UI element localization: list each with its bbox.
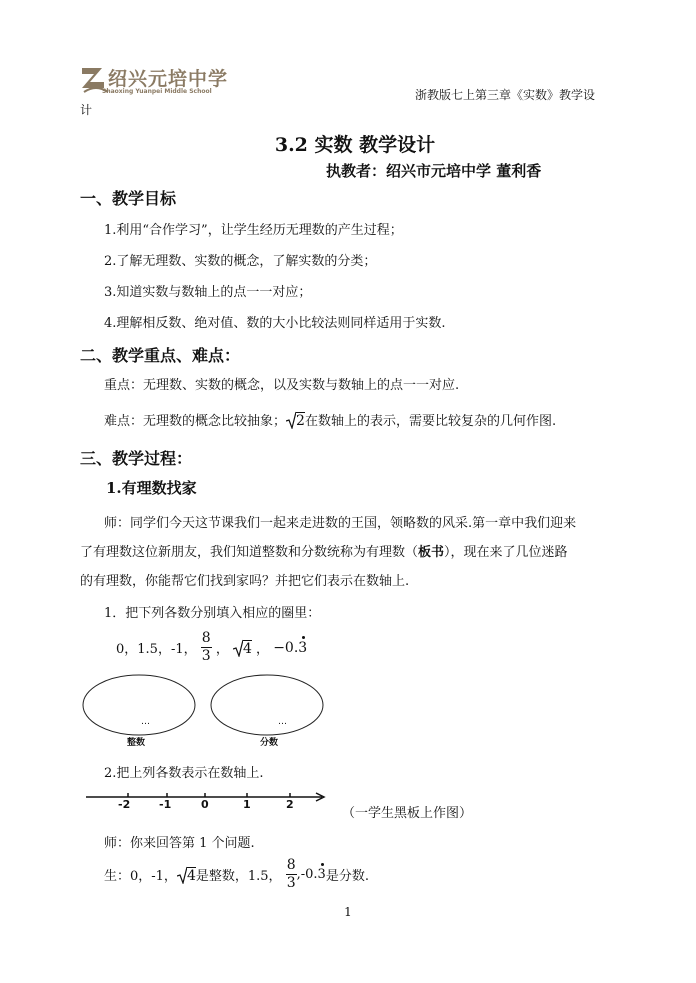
decimal-prefix: ,-0. xyxy=(296,867,318,882)
numbers-prefix: 0，1.5，-1， xyxy=(116,642,197,657)
fraction-numerator: 8 xyxy=(286,857,296,873)
difficulty-text xyxy=(104,410,556,429)
sqrt-4 xyxy=(233,639,252,657)
key-point-text: 重点：无理数、实数的概念，以及实数与数轴上的点一一对应. xyxy=(104,378,460,393)
sqrt-symbol xyxy=(233,639,243,657)
sqrt-symbol xyxy=(286,411,296,429)
tick-label: 1 xyxy=(243,798,251,811)
header-course-title-wrap: 计 xyxy=(80,103,93,117)
ellipse-dots-left: … xyxy=(141,717,150,727)
subsection-heading: 1.有理数找家 xyxy=(106,479,197,497)
objective-item: 3.知道实数与数轴上的点一一对应； xyxy=(104,285,312,300)
axis-note: （一学生黑板上作图） xyxy=(342,806,473,821)
sqrt-expression xyxy=(286,411,305,429)
difficulty-post: 在数轴上的表示，需要比较复杂的几何作图. xyxy=(304,414,557,429)
answer-text: 是整数，1.5， xyxy=(195,869,282,884)
author-line: 执教者：绍兴市元培中学 董利香 xyxy=(326,162,542,180)
section-keypoints-heading: 二、教学重点、难点： xyxy=(80,346,241,365)
integer-set-ellipse xyxy=(83,675,195,735)
fraction-8-3 xyxy=(201,630,212,665)
task-1-prompt: 1．把下列各数分别填入相应的圈里： xyxy=(104,606,321,621)
ellipse-dots-right: … xyxy=(278,717,287,727)
fraction-denominator: 3 xyxy=(201,648,211,664)
teacher-line: 师：你来回答第 1 个问题. xyxy=(104,836,255,851)
fraction-denominator: 3 xyxy=(286,875,296,891)
fraction-8-3 xyxy=(286,857,297,892)
number-sets-diagram xyxy=(80,672,330,752)
logo-subtitle: Shaoxing Yuanpei Middle School xyxy=(102,88,212,95)
sqrt-symbol xyxy=(177,866,187,884)
tick-label: 0 xyxy=(201,798,209,811)
tick-label: 2 xyxy=(286,798,294,811)
objective-item: 4.理解相反数、绝对值、数的大小比较法则同样适用于实数. xyxy=(104,316,446,331)
student-answer xyxy=(104,857,369,892)
fraction-numerator: 8 xyxy=(201,630,211,646)
board-note: 板书 xyxy=(418,545,445,560)
paragraph-line xyxy=(80,541,568,560)
objective-item: 1.利用“合作学习”，让学生经历无理数的产生过程； xyxy=(104,223,403,238)
answer-text: 生：0，-1， xyxy=(104,869,177,884)
repeating-digit: 3 xyxy=(317,867,326,882)
fraction-set-label: 分数 xyxy=(260,738,279,748)
sqrt-radicand: 4 xyxy=(186,867,196,884)
section-process-heading: 三、教学过程： xyxy=(80,449,193,468)
repeating-digit: 3 xyxy=(298,639,308,656)
sqrt-radicand: 2 xyxy=(296,413,305,429)
logo-name: 绍兴元培中学 xyxy=(108,68,229,90)
sqrt-4 xyxy=(177,866,196,884)
answer-text: 是分数. xyxy=(325,869,369,884)
paragraph-text: ），现在来了几位迷路 xyxy=(444,545,568,560)
page-number: 1 xyxy=(344,905,352,919)
fraction-set-ellipse xyxy=(211,675,323,735)
repeating-decimal xyxy=(273,640,307,656)
decimal-prefix: −0. xyxy=(273,639,299,656)
paragraph-line: 师：同学们今天这节课我们一起来走进数的王国，领略数的风采.第一章中我们迎来 xyxy=(104,516,577,531)
header-course-title: 浙教版七上第三章《实数》教学设 xyxy=(415,88,596,102)
repeating-decimal xyxy=(297,867,326,882)
paragraph-line: 的有理数，你能帮它们找到家吗？并把它们表示在数轴上. xyxy=(80,574,410,589)
page-title: 3.2 实数 教学设计 xyxy=(274,134,436,156)
task-2-prompt: 2.把上列各数表示在数轴上. xyxy=(104,766,264,781)
objective-item: 2.了解无理数、实数的概念，了解实数的分类； xyxy=(104,254,377,269)
numbers-list: 0，1.5，-1， $\frac{8}{3}$ ， 4 ， −0.3 xyxy=(116,630,308,664)
paragraph-text: 了有理数这位新朋友，我们知道整数和分数统称为有理数（ xyxy=(80,545,419,560)
difficulty-pre: 难点：无理数的概念比较抽象； xyxy=(104,414,287,429)
tick-label: -2 xyxy=(118,798,131,811)
integer-set-label: 整数 xyxy=(127,738,146,748)
section-objectives-heading: 一、教学目标 xyxy=(80,189,177,208)
tick-label: -1 xyxy=(159,798,172,811)
sqrt-radicand: 4 xyxy=(242,640,252,657)
